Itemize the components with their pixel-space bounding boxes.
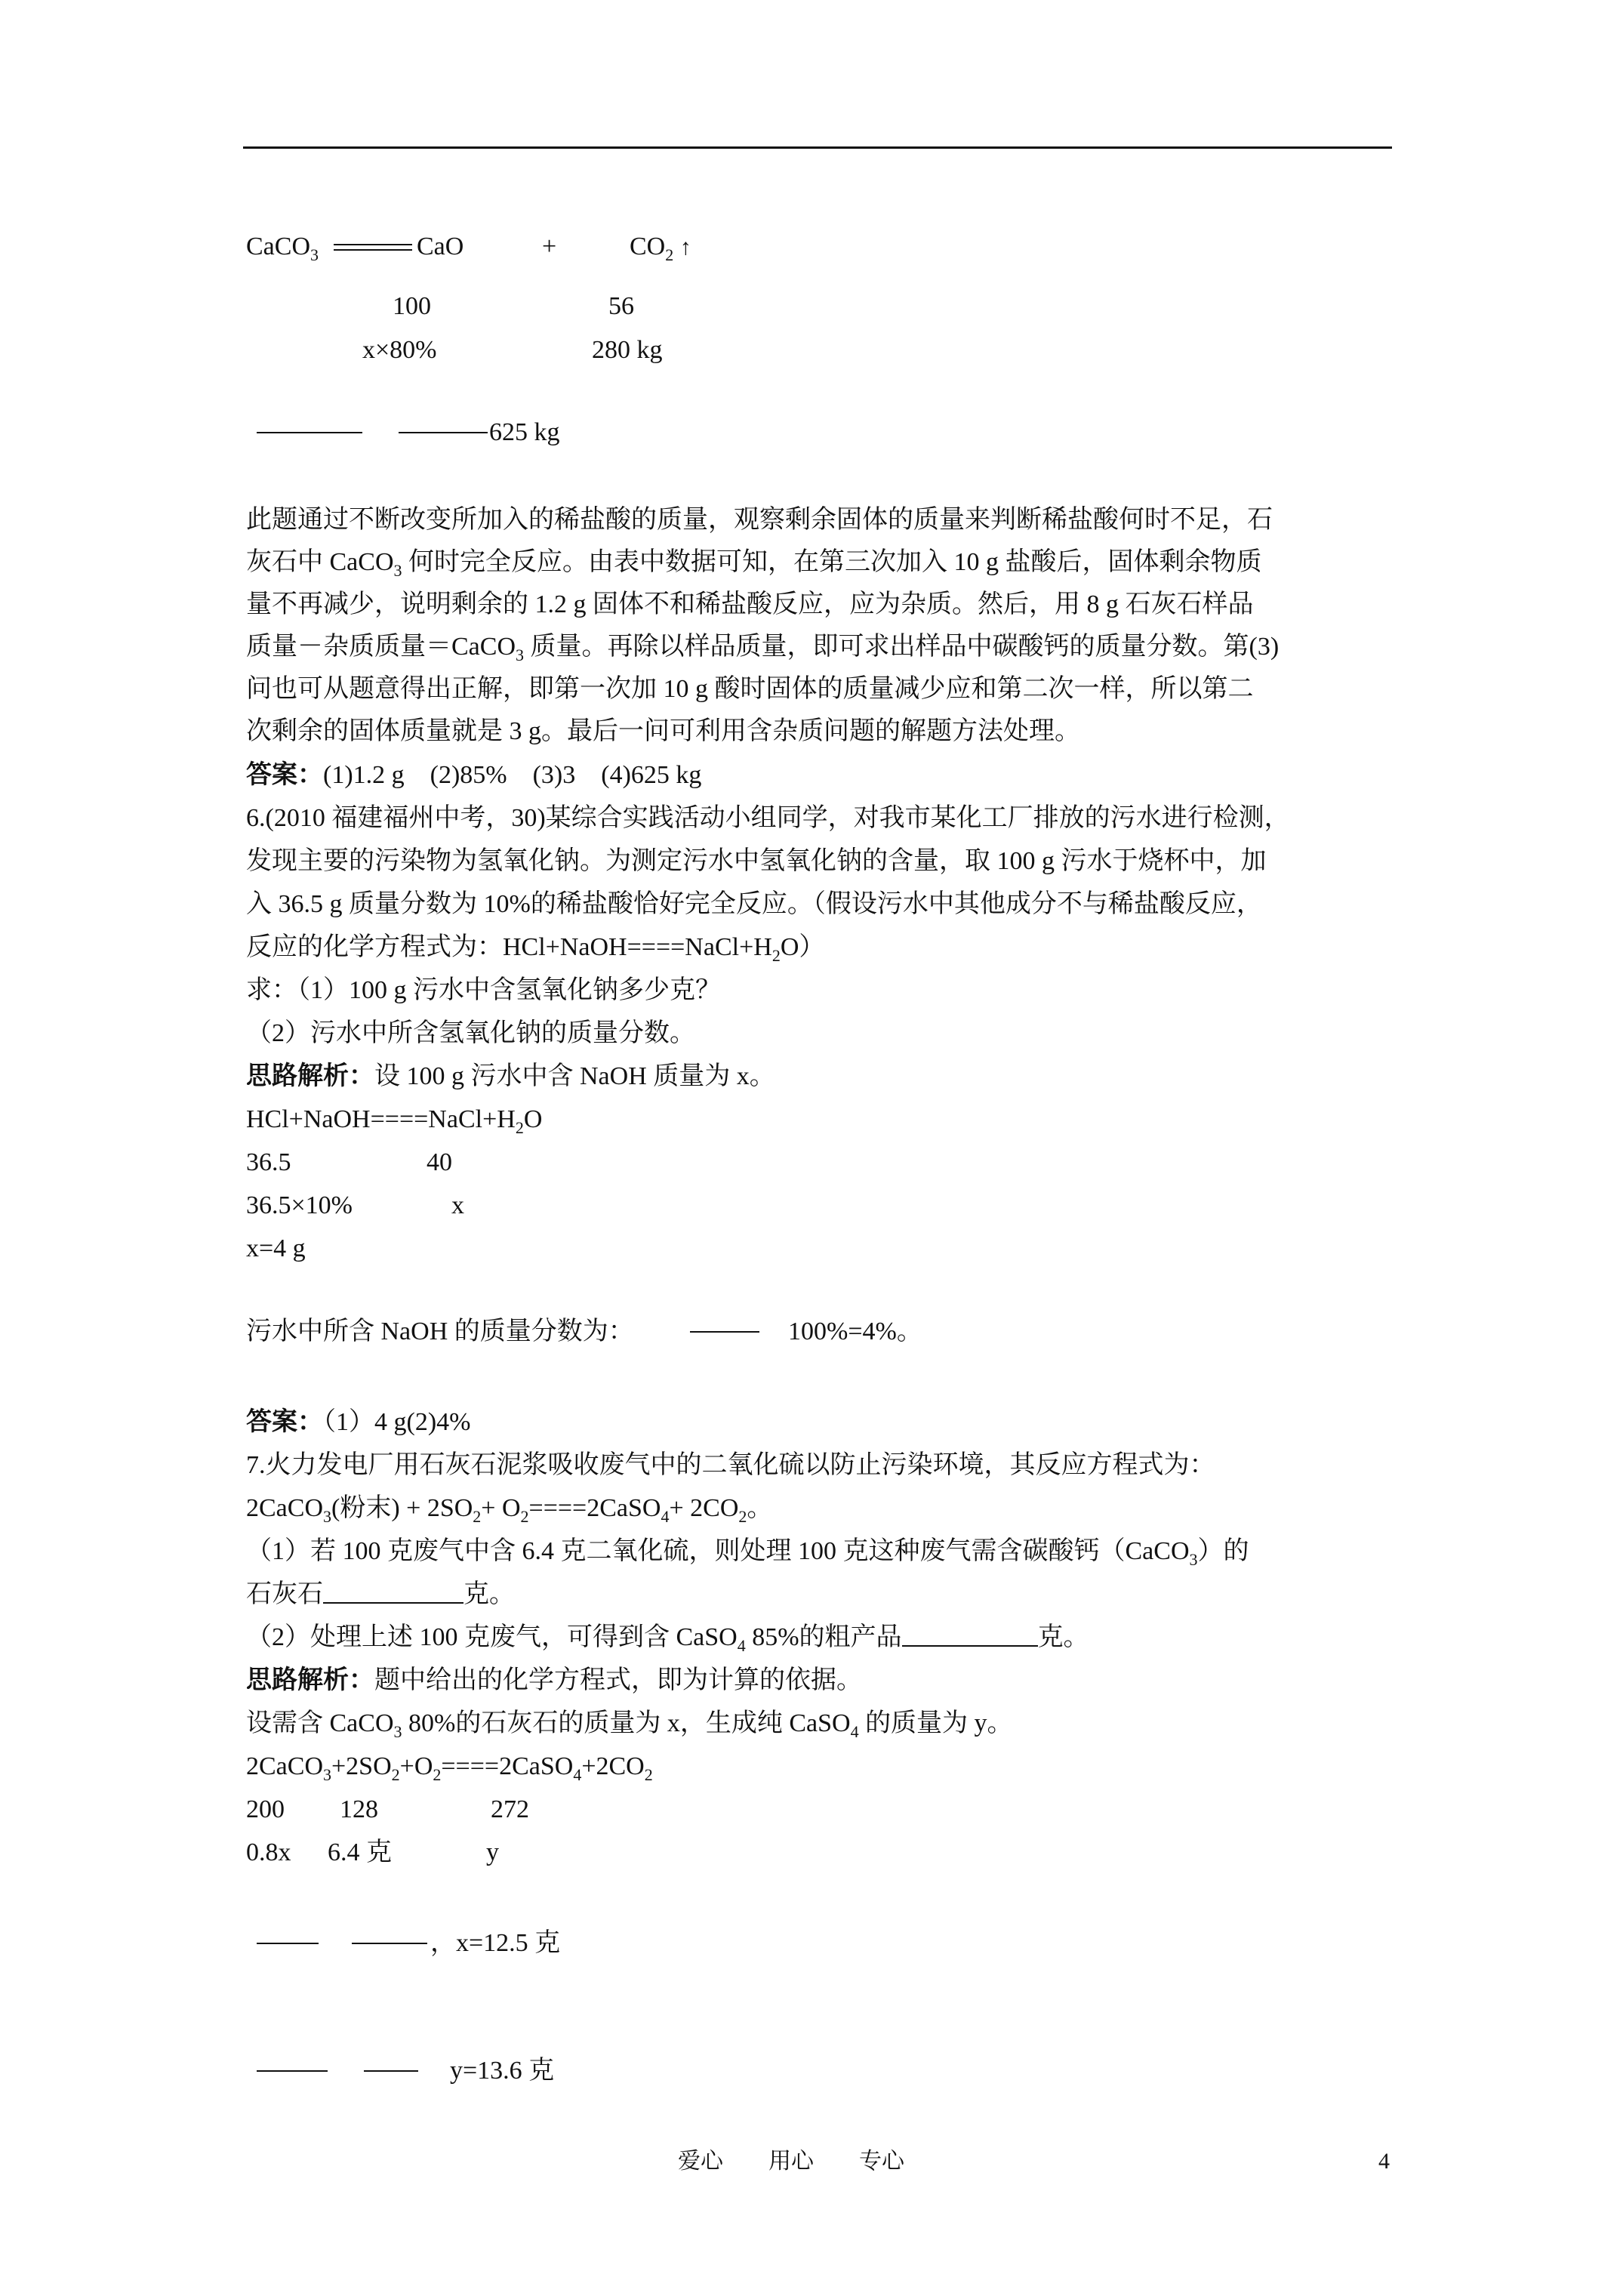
q7-ask-2: （2）处理上述 100 克废气，可得到含 CaSO$_4$ 85%的粗产品 克。 bbox=[246, 1623, 1089, 1655]
eq1-mass-b: 56 bbox=[608, 292, 634, 320]
eq1-mass-a: 100 bbox=[393, 292, 431, 320]
para1-line-2: 灰石中 CaCO$_3$ 何时完全反应。由表中数据可知，在第三次加入 10 g 盐酸后，固体剩余物质 bbox=[246, 548, 1262, 580]
q6-equation: $HCl+NaOH====NaCl+H_2O$ bbox=[246, 1105, 543, 1137]
q6-line-4: 反应的化学方程式为：$HCl+NaOH====NaCl+H_2O$） bbox=[246, 933, 825, 965]
q7-x-fraction-bar-1 bbox=[257, 1943, 319, 1944]
q7-value-c: y bbox=[486, 1838, 499, 1866]
q7-value-b: 6.4 克 bbox=[328, 1838, 392, 1866]
q7-line-1: 7.火力发电厂用石灰石泥浆吸收废气中的二氧化硫以防止污染环境，其反应方程式为： bbox=[246, 1451, 1215, 1479]
q7-y-fraction-bar-2 bbox=[364, 2070, 418, 2072]
q7-mass-b: 128 bbox=[340, 1795, 378, 1823]
q6-line-1: 6.(2010 福建福州中考，30)某综合实践活动小组同学，对我市某化工厂排放的污水进行检测， bbox=[246, 804, 1290, 832]
q6-fraction-right: 100%=4%。 bbox=[788, 1318, 922, 1345]
q6-ask-2: （2）污水中所含氢氧化钠的质量分数。 bbox=[246, 1019, 695, 1047]
header-rule bbox=[243, 146, 1392, 149]
q7-equation-2: $2CaCO_3+2SO_2+O_2====2CaSO_4+2CO_2$ bbox=[246, 1752, 653, 1784]
para1-line-1: 此题通过不断改变所加入的稀盐酸的质量，观察剩余固体的质量来判断稀盐酸何时不足，石 bbox=[246, 506, 1273, 534]
q7-ask-1: （1）若 100 克废气中含 6.4 克二氧化硫，则处理 100 克这种废气需含碳酸钙（CaCO$_3$）的 bbox=[246, 1537, 1249, 1569]
q6-x-result: x=4 g bbox=[246, 1234, 306, 1262]
answer-2: 答案：（1）4 g(2)4% bbox=[246, 1408, 471, 1436]
eq1-plus: + bbox=[542, 233, 557, 260]
q6-value-a: 36.5×10% bbox=[246, 1191, 353, 1219]
q6-fraction-bar bbox=[690, 1331, 759, 1333]
footer-text: 爱心 用心 专心 bbox=[678, 2149, 904, 2174]
q7-analysis: 思路解析：题中给出的化学方程式，即为计算的依据。 bbox=[246, 1666, 862, 1694]
eq1-lhs: CaCO$_3$ bbox=[246, 233, 319, 264]
eq1-equals bbox=[334, 244, 412, 251]
q7-y-result: y=13.6 克 bbox=[450, 2057, 555, 2085]
answer-blank-1[interactable] bbox=[323, 1602, 463, 1604]
q7-equation: 2CaCO$_3$(粉末) + $2SO_2+$ $O_2====2CaSO_4+ 2CO_2$。 bbox=[246, 1494, 773, 1526]
q6-fraction-left: 污水中所含 NaOH 的质量分数为： bbox=[246, 1318, 634, 1345]
q6-mass-b: 40 bbox=[427, 1148, 452, 1176]
q6-line-2: 发现主要的污染物为氢氧化钠。为测定污水中氢氧化钠的含量，取 100 g 污水于烧杯中，加 bbox=[246, 847, 1267, 875]
q7-x-fraction-bar-2 bbox=[352, 1943, 427, 1944]
q6-line-3: 入 36.5 g 质量分数为 10%的稀盐酸恰好完全反应。（假设污水中其他成分不与稀盐酸反应， bbox=[246, 890, 1262, 918]
q6-analysis: 思路解析：设 100 g 污水中含 NaOH 质量为 x。 bbox=[246, 1062, 775, 1090]
eq1-product2: $CO_2$ ↑ bbox=[630, 233, 691, 264]
eq1-value-b: 280 kg bbox=[592, 336, 663, 364]
q7-ask-1-cont: 石灰石 克。 bbox=[246, 1580, 515, 1608]
eq1-product1: CaO bbox=[417, 233, 464, 260]
q7-y-fraction-bar-1 bbox=[257, 2070, 328, 2072]
eq1-fraction-bar-2 bbox=[399, 432, 488, 433]
para1-line-4: 质量－杂质质量＝CaCO$_3$ 质量。再除以样品质量，即可求出样品中碳酸钙的质量分数。第(3) bbox=[246, 633, 1280, 664]
q6-value-b: x bbox=[451, 1191, 464, 1219]
para1-line-5: 问也可从题意得出正解，即第一次加 10 g 酸时固体的质量减少应和第二次一样，所以第二 bbox=[246, 675, 1254, 703]
eq1-value-a: x×80% bbox=[362, 336, 437, 364]
answer-blank-2[interactable] bbox=[902, 1645, 1038, 1647]
para1-line-6: 次剩余的固体质量就是 3 g。最后一问可利用含杂质问题的解题方法处理。 bbox=[246, 717, 1080, 745]
gas-arrow-icon: ↑ bbox=[679, 235, 691, 260]
q7-mass-a: 200 bbox=[246, 1795, 285, 1823]
q7-value-a: 0.8x bbox=[246, 1838, 291, 1866]
q7-x-result: ，x=12.5 克 bbox=[430, 1929, 561, 1957]
q6-ask-1: 求：（1）100 g 污水中含氢氧化钠多少克？ bbox=[246, 976, 721, 1004]
para1-line-3: 量不再减少，说明剩余的 1.2 g 固体不和稀盐酸反应，应为杂质。然后，用 8 g 石灰石样品 bbox=[246, 590, 1254, 618]
q6-mass-a: 36.5 bbox=[246, 1148, 291, 1176]
eq1-result: 625 kg bbox=[489, 418, 560, 446]
answer-1: 答案：(1)1.2 g (2)85% (3)3 (4)625 kg bbox=[246, 761, 702, 789]
page-number: 4 bbox=[1378, 2149, 1390, 2174]
eq1-fraction-bar-1 bbox=[257, 432, 362, 433]
q7-mass-c: 272 bbox=[491, 1795, 529, 1823]
q7-set: 设需含 CaCO$_3$ 80%的石灰石的质量为 x，生成纯 CaSO$_4$ 的质量为 y。 bbox=[246, 1709, 1013, 1741]
